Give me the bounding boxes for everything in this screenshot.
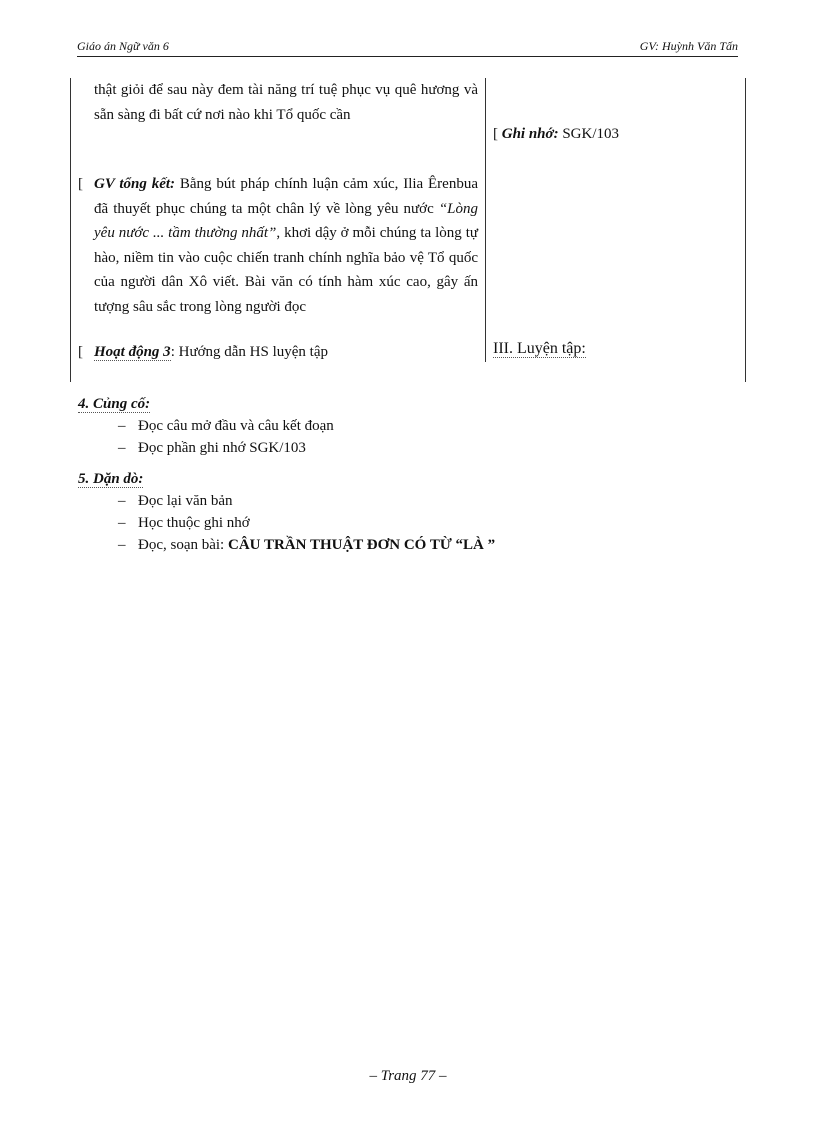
header-subject: Giáo án Ngữ văn 6	[77, 39, 169, 53]
luyentap-heading: III. Luyện tập:	[493, 340, 586, 357]
row1-text: thật giỏi để sau này đem tài năng trí tuệ phục vụ quê hương và sẵn sàng đi bất cứ nơi nào khi Tổ quốc cần	[94, 82, 478, 123]
section4-title: 4. Củng cố:	[78, 396, 151, 412]
row2-summary	[78, 172, 478, 319]
ghinho-note	[493, 126, 619, 143]
section-dan-do	[78, 471, 495, 556]
ghinho-label: Ghi nhớ:	[501, 126, 559, 142]
row2-bullet: [	[78, 176, 83, 192]
list-item: – Đọc lại văn bản	[118, 490, 495, 512]
list-item: – Đọc, soạn bài: CÂU TRẦN THUẬT ĐƠN CÓ TỪ “LÀ ”	[118, 534, 495, 556]
summary-quote: “Lòng yêu nước ... tầm thường nhất”	[94, 200, 478, 241]
ghinho-text: SGK/103	[558, 126, 620, 142]
summary-text-1: Bằng bút pháp chính luận cảm xúc, Ilia Êrenbua đã thuyết phục chúng ta một chân lý về lòng yêu nước	[94, 176, 478, 217]
summary-text-2: , khơi dậy ở mỗi chúng ta lòng tự hào, niềm tin vào cuộc chiến tranh chính nghĩa bảo vệ Tổ quốc của người dân Xô viết. Bài văn có tính hàm xúc cao, gây ấn tượng sâu sắc trong lòng người đọc	[94, 225, 478, 315]
summary-label: GV tổng kết:	[94, 176, 176, 192]
lesson-title: CÂU TRẦN THUẬT ĐƠN CÓ TỪ “LÀ ”	[227, 537, 496, 553]
list-item: – Đọc câu mở đầu và câu kết đoạn	[118, 415, 334, 437]
section5-title: 5. Dặn dò:	[78, 471, 144, 487]
list-item: – Học thuộc ghi nhớ	[118, 512, 495, 534]
list-item: – Đọc phần ghi nhớ SGK/103	[118, 437, 334, 459]
page-header	[77, 38, 738, 57]
row3-bullet: [	[78, 344, 83, 360]
header-teacher: GV: Huỳnh Văn Tấn	[639, 39, 738, 53]
activity-text: : Hướng dẫn HS luyện tập	[170, 344, 328, 360]
activity-label: Hoạt động 3	[94, 344, 171, 360]
section-cung-co	[78, 396, 334, 459]
ghinho-bullet: [	[493, 126, 498, 142]
table-border-left	[70, 78, 71, 382]
page-number: – Trang 77 –	[369, 1068, 447, 1084]
table-border-right	[745, 78, 746, 382]
row3-activity	[78, 340, 478, 365]
table-border-middle	[485, 78, 486, 362]
